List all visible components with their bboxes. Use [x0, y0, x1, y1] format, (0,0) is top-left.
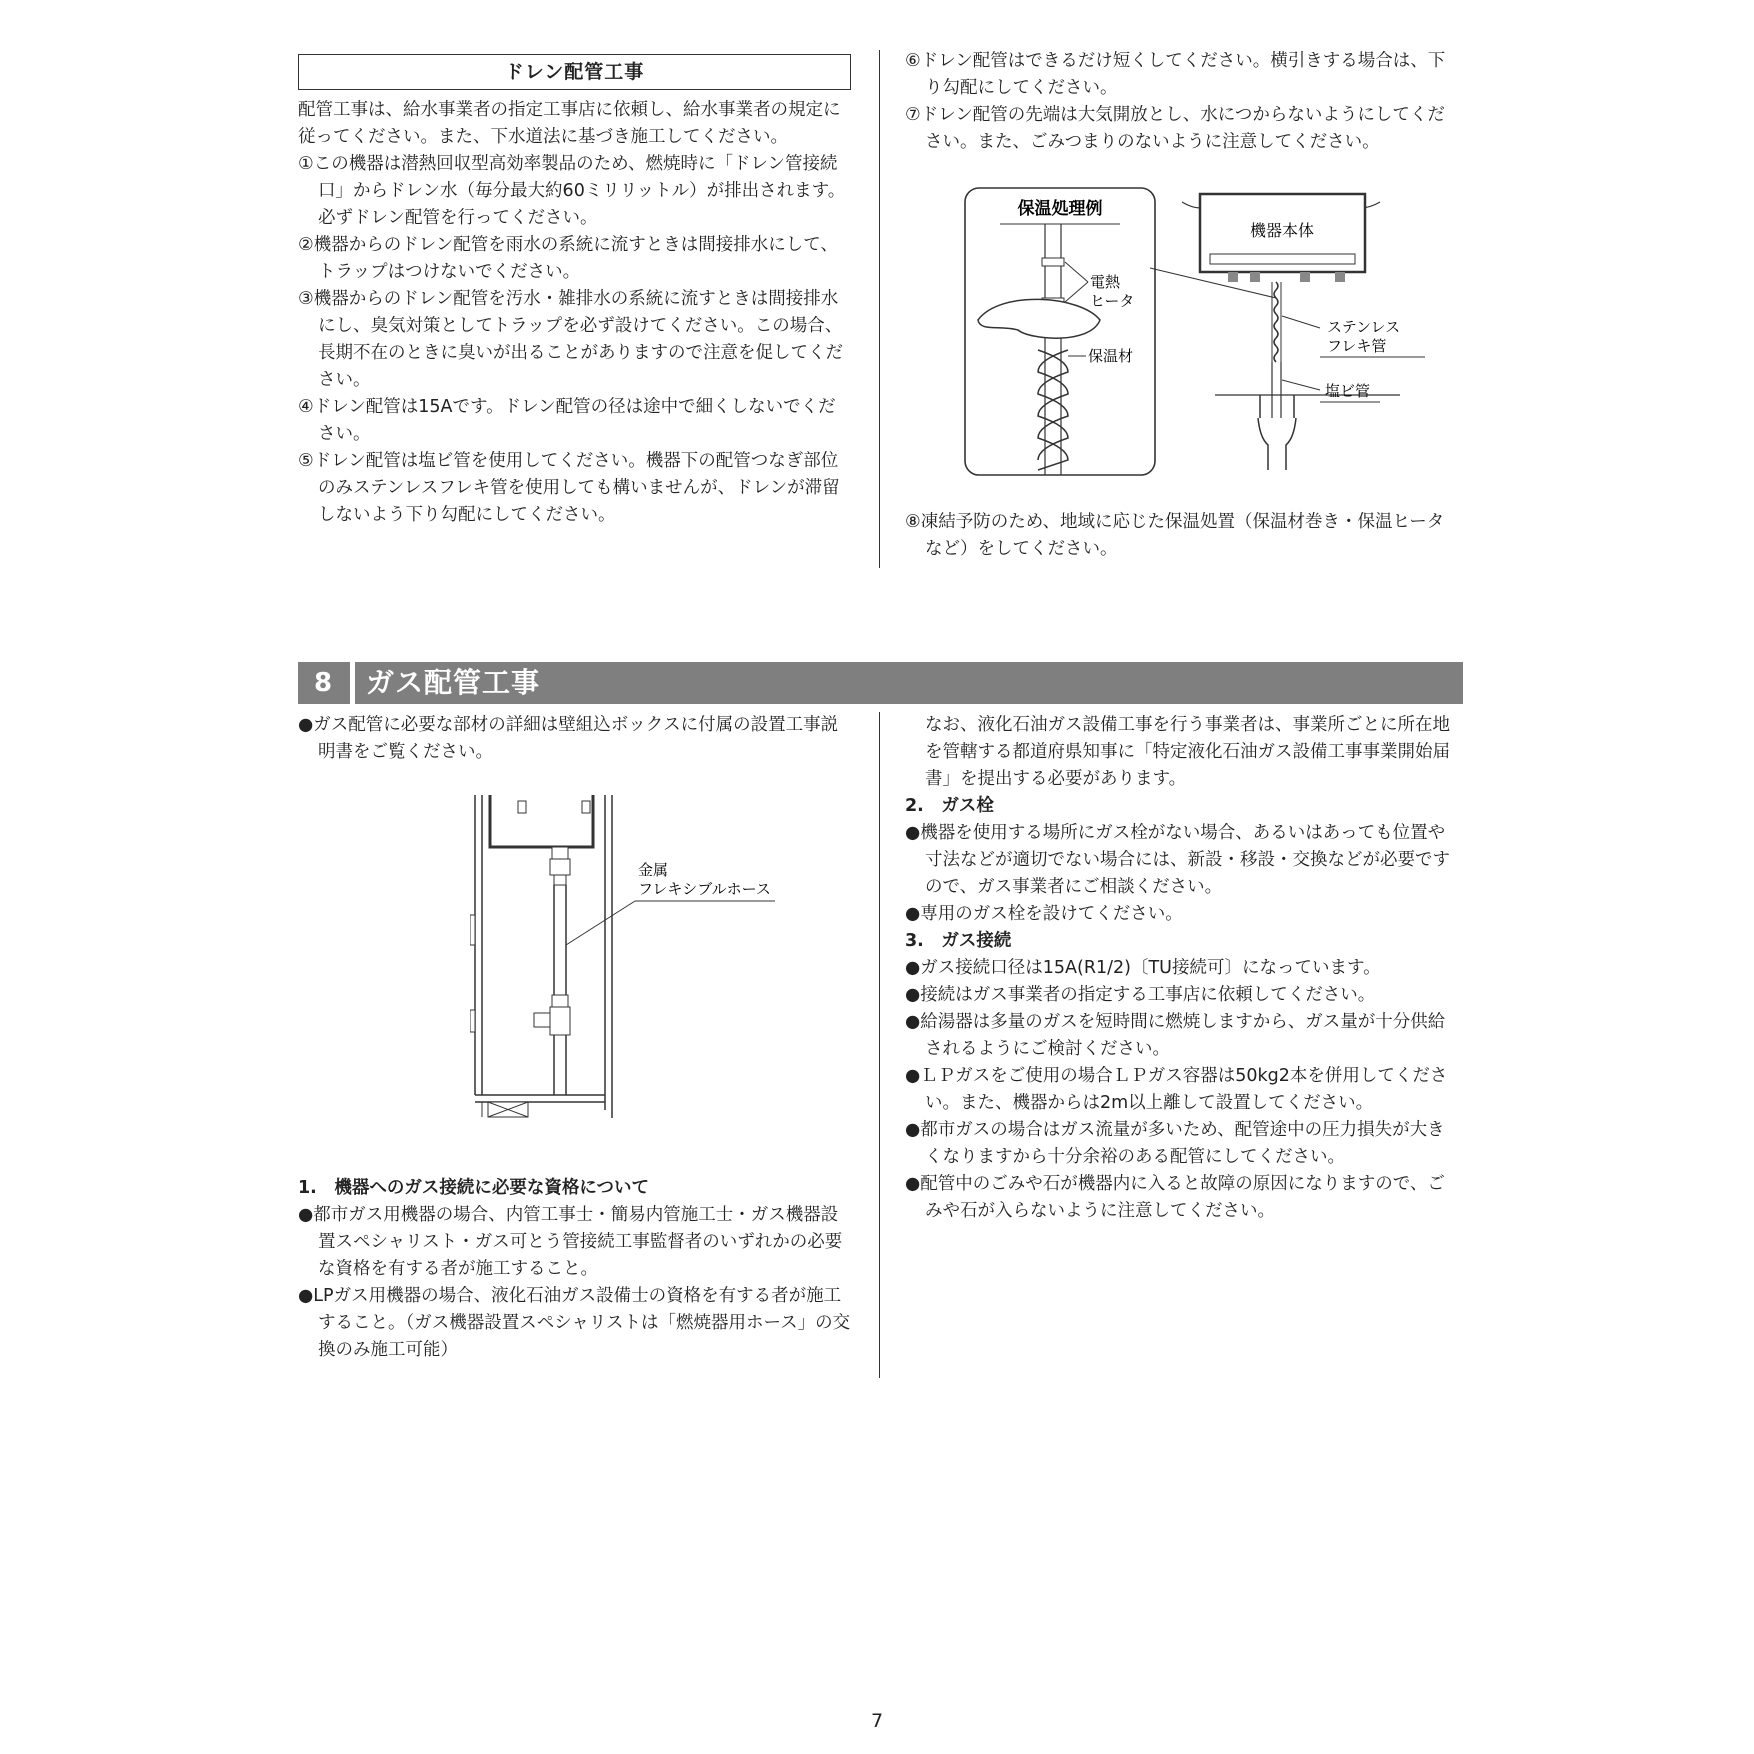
drain-right-text — [905, 48, 1461, 156]
drain-item-6: ⑥ドレン配管はできるだけ短くしてください。横引きする場合は、下り勾配にしてください。 — [905, 51, 1446, 98]
stainless-flex-pipe — [1274, 282, 1278, 362]
pvc-label: 塩ビ管 — [1325, 382, 1371, 400]
drain-item-4: ④ドレン配管は15Aです。ドレン配管の径は途中で細くしないでください。 — [298, 397, 836, 444]
page-number: 7 — [870, 1710, 884, 1732]
gas-sub3-item-4: ●ＬＰガスをご使用の場合ＬＰガス容器は50kg2本を併用してください。また、機器からは2m以上離して設置してください。 — [905, 1066, 1448, 1113]
drain-item-7: ⑦ドレン配管の先端は大気開放とし、水につからないようにしてください。また、ごみつまりのないように注意してください。 — [905, 105, 1445, 152]
drain-item-8: ⑧凍結予防のため、地域に応じた保温処置（保温材巻き・保温ヒータなど）をしてください。 — [905, 512, 1445, 559]
gas-diagram — [470, 795, 790, 1140]
gas-right-text — [905, 712, 1461, 1225]
gas-sub3-item-5: ●都市ガスの場合はガス流量が多いため、配管途中の圧力損失が大きくなりますから十分余裕のある配管にしてください。 — [905, 1120, 1445, 1167]
gas-sub3-item-2: ●接続はガス事業者の指定する工事店に依頼してください。 — [905, 985, 1376, 1005]
gas-unit — [490, 795, 593, 847]
gas-right-continuation: なお、液化石油ガス設備工事を行う事業者は、事業所ごとに所在地を管轄する都道府県知事に「特定液化石油ガス設備工事事業開始届書」を提出する必要があります。 — [925, 715, 1450, 789]
gas-intro-block — [298, 712, 853, 766]
column-divider-top — [879, 50, 880, 568]
heater-label-1: 電熱 — [1090, 273, 1121, 291]
gas-valve-icon — [550, 1007, 570, 1035]
gas-sub2-item-1: ●機器を使用する場所にガス栓がない場合、あるいはあっても位置や寸法などが適切でない場合には、新設・移設・交換などが必要ですので、ガス事業者にご相談ください。 — [905, 823, 1450, 897]
gas-sub1-item-1: ●都市ガス用機器の場合、内管工事士・簡易内管施工士・ガス機器設置スペシャリスト・ガス可とう管接続工事監督者のいずれかの必要な資格を有する者が施工すること。 — [298, 1205, 843, 1279]
section-title: ガス配管工事 — [366, 666, 541, 699]
gas-sub3-title: 3. ガス接続 — [905, 931, 1012, 951]
drain-item-2: ②機器からのドレン配管を雨水の系統に流すときは間接排水にして、トラップはつけないでください。 — [298, 235, 838, 282]
drain-item-8-block — [905, 509, 1461, 563]
heater-band-icon — [1042, 258, 1064, 266]
gas-sub2-title: 2. ガス栓 — [905, 796, 994, 816]
section-divider — [350, 662, 355, 704]
stainless-label-1: ステンレス — [1327, 318, 1401, 336]
drain-item-3: ③機器からのドレン配管を汚水・雑排水の系統に流すときは間接排水にし、臭気対策としてトラップを必ず設けてください。この場合、長期不在のときに臭いが出ることがありますので注意を促してください。 — [298, 289, 843, 390]
gas-sub3-item-6: ●配管中のごみや石が機器内に入ると故障の原因になりますので、ごみや石が入らないように注意してください。 — [905, 1174, 1445, 1221]
column-divider-bottom — [879, 712, 880, 1378]
gas-sub3-item-1: ●ガス接続口径は15A(R1/2)〔TU接続可〕になっています。 — [905, 958, 1381, 978]
hose-label-2: フレキシブルホース — [638, 880, 771, 898]
gas-intro: ●ガス配管に必要な部材の詳細は壁組込ボックスに付属の設置工事説明書をご覧ください。 — [298, 715, 839, 762]
gas-sub1-title: 1. 機器へのガス接続に必要な資格について — [298, 1178, 649, 1198]
gas-sub3-item-3: ●給湯器は多量のガスを短時間に燃焼しますから、ガス量が十分供給されるようにご検討ください。 — [905, 1012, 1446, 1059]
drain-item-1: ①この機器は潜熱回収型高効率製品のため、燃焼時に「ドレン管接続口」からドレン水（毎分最大約60ミリリットル）が排出されます。必ずドレン配管を行ってください。 — [298, 154, 846, 228]
hose-label-1: 金属 — [638, 861, 669, 879]
drain-diagram — [960, 180, 1430, 480]
stainless-label-2: フレキ管 — [1327, 337, 1387, 355]
insulation-label: 保温材 — [1088, 347, 1134, 365]
inset-title: 保温処理例 — [1017, 199, 1103, 219]
gas-sub2-item-2: ●専用のガス栓を設けてください。 — [905, 904, 1183, 924]
gas-sub1-block — [298, 1175, 853, 1364]
unit-label: 機器本体 — [1249, 221, 1315, 240]
gas-sub1-item-2: ●LPガス用機器の場合、液化石油ガス設備士の資格を有する者が施工すること。（ガス機器設置スペシャリストは「燃焼器用ホース」の交換のみ施工可能） — [298, 1286, 851, 1360]
section-number: 8 — [313, 668, 333, 698]
drain-left-text — [298, 97, 853, 529]
drain-item-5: ⑤ドレン配管は塩ビ管を使用してください。機器下の配管つなぎ部位のみステンレスフレキ管を使用しても構いませんが、ドレンが滞留しないよう下り勾配にしてください。 — [298, 451, 840, 525]
heater-label-2: ヒータ — [1090, 292, 1135, 310]
drain-title: ドレン配管工事 — [298, 54, 851, 90]
drain-intro: 配管工事は、給水事業者の指定工事店に依頼し、給水事業者の規定に従ってください。また、下水道法に基づき施工してください。 — [298, 100, 841, 147]
